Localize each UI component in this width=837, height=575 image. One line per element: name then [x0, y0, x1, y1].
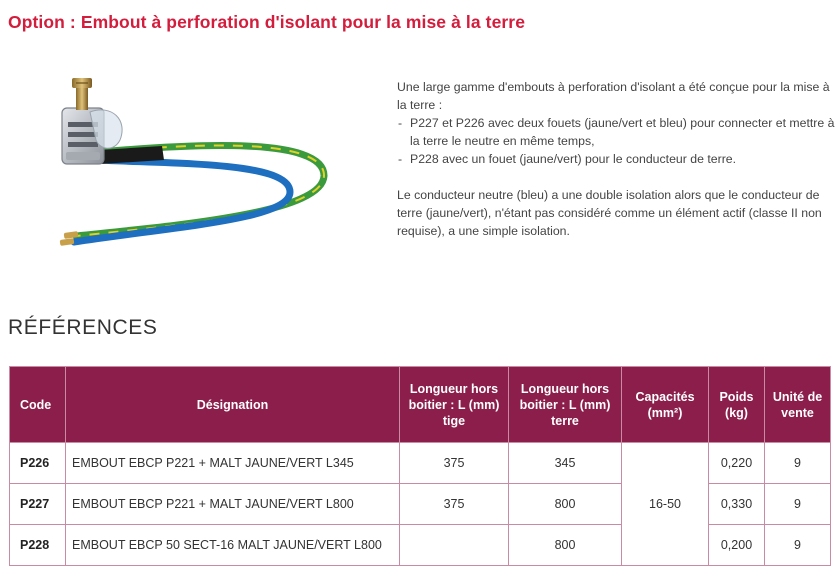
cell-code: P226 [10, 443, 66, 484]
table-row [10, 443, 831, 484]
cell-unite: 9 [765, 484, 831, 525]
cell-code: P228 [10, 525, 66, 566]
cell-length-tige [400, 525, 509, 566]
column-header-length-terre: Longueur hors boitier : L (mm) terre [509, 367, 622, 443]
cell-designation: EMBOUT EBCP 50 SECT-16 MALT JAUNE/VERT L800 [66, 525, 400, 566]
column-header-designation: Désignation [66, 367, 400, 443]
product-photo [40, 64, 360, 254]
cell-length-terre: 800 [509, 484, 622, 525]
column-header-length-tige: Longueur hors boitier : L (mm) tige [400, 367, 509, 443]
column-header-capacites: Capacités (mm²) [622, 367, 709, 443]
column-header-poids: Poids (kg) [709, 367, 765, 443]
cell-poids: 0,330 [709, 484, 765, 525]
references-table [9, 366, 831, 566]
table-header-row [10, 367, 831, 443]
cell-length-tige: 375 [400, 443, 509, 484]
column-header-code: Code [10, 367, 66, 443]
column-header-unite: Unité de vente [765, 367, 831, 443]
cell-designation: EMBOUT EBCP P221 + MALT JAUNE/VERT L800 [66, 484, 400, 525]
cell-length-terre: 345 [509, 443, 622, 484]
description-bullets [397, 114, 837, 168]
cell-designation: EMBOUT EBCP P221 + MALT JAUNE/VERT L345 [66, 443, 400, 484]
cell-unite: 9 [765, 525, 831, 566]
product-description [397, 78, 837, 240]
cell-length-terre: 800 [509, 525, 622, 566]
page-title: Option : Embout à perforation d'isolant pour la mise à la terre [8, 12, 526, 32]
description-bullet: - P228 avec un fouet (jaune/vert) pour le conducteur de terre. [397, 150, 837, 168]
description-paragraph: Le conducteur neutre (bleu) a une double isolation alors que le conducteur de terre (jaune/vert), n'étant pas considéré comme un élément actif (classe II non requise), a une simple isolation. [397, 188, 822, 238]
cell-poids: 0,220 [709, 443, 765, 484]
references-heading: RÉFÉRENCES [8, 316, 158, 339]
cell-length-tige: 375 [400, 484, 509, 525]
description-intro: Une large gamme d'embouts à perforation d'isolant a été conçue pour la mise à la terre : [397, 80, 830, 112]
cell-poids: 0,200 [709, 525, 765, 566]
cell-code: P227 [10, 484, 66, 525]
cell-unite: 9 [765, 443, 831, 484]
description-bullet: - P227 et P226 avec deux fouets (jaune/vert et bleu) pour connecter et mettre à la terre le neutre en même temps, [397, 114, 837, 150]
cell-capacites: 16-50 [622, 443, 709, 566]
